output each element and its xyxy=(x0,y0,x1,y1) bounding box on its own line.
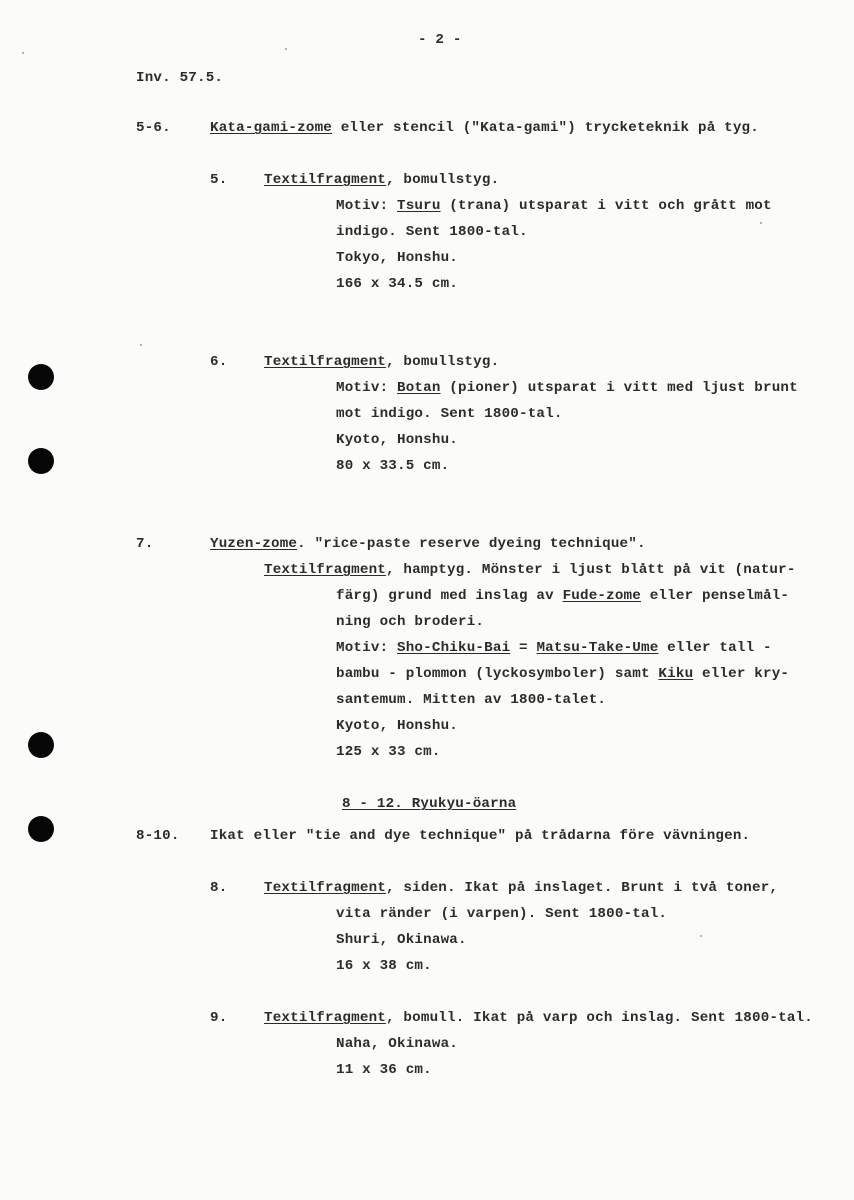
item-8-number: 8. xyxy=(210,880,228,896)
item-5-date: indigo. Sent 1800-tal. xyxy=(336,224,528,240)
item-8-place: Shuri, Okinawa. xyxy=(336,932,467,948)
item-7-size: 125 x 33 cm. xyxy=(336,744,441,760)
item-9-number: 9. xyxy=(210,1010,228,1026)
item-9-size: 11 x 36 cm. xyxy=(336,1062,432,1078)
item-7-title: Textilfragment, hamptyg. Mönster i ljust blått på vit (natur- xyxy=(264,562,796,578)
item-6-title: Textilfragment, bomullstyg. xyxy=(264,354,500,370)
punch-hole xyxy=(28,816,54,842)
item-5-motif: Motiv: Tsuru (trana) utsparat i vitt och grått mot xyxy=(336,198,772,214)
item-8-size: 16 x 38 cm. xyxy=(336,958,432,974)
scan-speck xyxy=(760,222,762,224)
punch-hole xyxy=(28,364,54,390)
punch-hole xyxy=(28,448,54,474)
item-6-place: Kyoto, Honshu. xyxy=(336,432,458,448)
section-heading: 8 - 12. Ryukyu-öarna xyxy=(342,796,517,812)
item-5-title: Textilfragment, bomullstyg. xyxy=(264,172,500,188)
section-8-10-text: Ikat eller "tie and dye technique" på trådarna före vävningen. xyxy=(210,828,751,844)
item-5-place: Tokyo, Honshu. xyxy=(336,250,458,266)
scan-speck xyxy=(700,935,702,937)
item-5-size: 166 x 34.5 cm. xyxy=(336,276,458,292)
item-7-date: santemum. Mitten av 1800-talet. xyxy=(336,692,607,708)
item-8-line-2: vita ränder (i varpen). Sent 1800-tal. xyxy=(336,906,668,922)
item-9-place: Naha, Okinawa. xyxy=(336,1036,458,1052)
item-8-title: Textilfragment, siden. Ikat på inslaget. Brunt i två toner, xyxy=(264,880,779,896)
item-7-line-5: bambu - plommon (lyckosymboler) samt Kiku eller kry- xyxy=(336,666,790,682)
item-7-number: 7. xyxy=(136,536,154,552)
scan-speck xyxy=(285,48,287,50)
item-7-line-2: färg) grund med inslag av Fude-zome eller penselmål- xyxy=(336,588,790,604)
item-6-number: 6. xyxy=(210,354,228,370)
scan-speck xyxy=(140,344,142,346)
item-6-date: mot indigo. Sent 1800-tal. xyxy=(336,406,563,422)
section-8-10-number: 8-10. xyxy=(136,828,180,844)
page-number: - 2 - xyxy=(418,32,462,48)
item-6-motif: Motiv: Botan (pioner) utsparat i vitt med ljust brunt xyxy=(336,380,798,396)
section-5-6-number: 5-6. xyxy=(136,120,171,136)
item-7-place: Kyoto, Honshu. xyxy=(336,718,458,734)
item-7-technique: Yuzen-zome. "rice-paste reserve dyeing technique". xyxy=(210,536,646,552)
item-7-motif: Motiv: Sho-Chiku-Bai = Matsu-Take-Ume eller tall - xyxy=(336,640,772,656)
item-7-line-3: ning och broderi. xyxy=(336,614,485,630)
item-5-number: 5. xyxy=(210,172,228,188)
scan-speck xyxy=(22,52,24,54)
inventory-number: Inv. 57.5. xyxy=(136,70,224,86)
section-5-6-text: Kata-gami-zome eller stencil ("Kata-gami") trycketeknik på tyg. xyxy=(210,120,759,136)
term-kata-gami-zome: Kata-gami-zome xyxy=(210,120,332,136)
punch-hole xyxy=(28,732,54,758)
item-9-title: Textilfragment, bomull. Ikat på varp och inslag. Sent 1800-tal. xyxy=(264,1010,813,1026)
item-6-size: 80 x 33.5 cm. xyxy=(336,458,450,474)
